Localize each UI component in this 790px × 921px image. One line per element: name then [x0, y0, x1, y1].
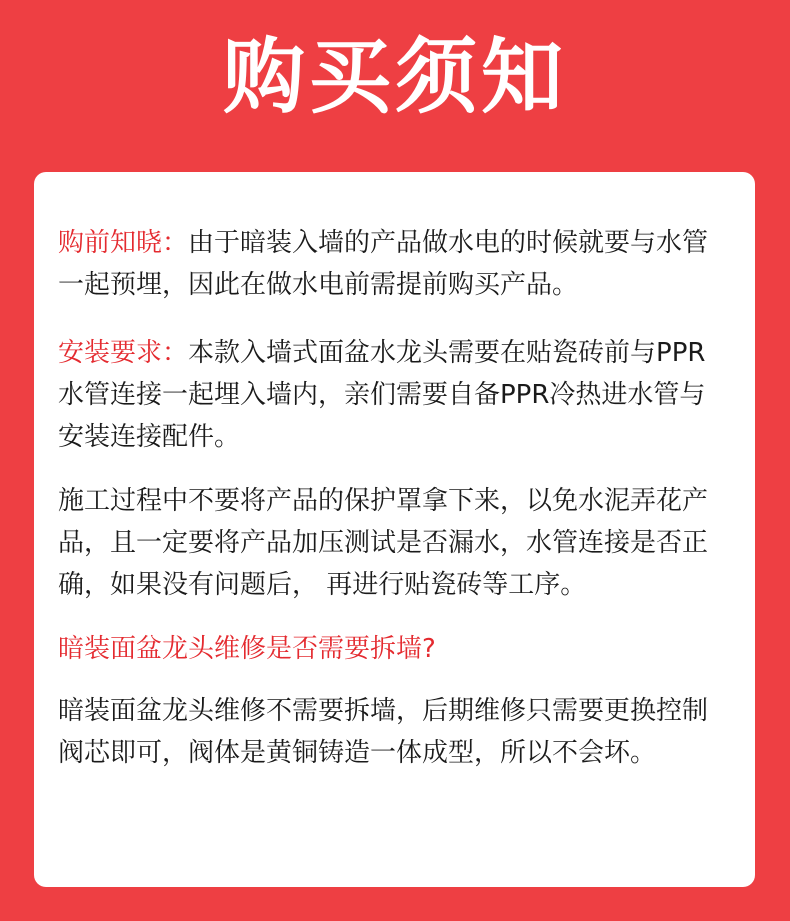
construction-paragraph: 施工过程中不要将产品的保护罩拿下来，以免水泥弄花产品，且一定要将产品加压测试是否漏水，水管连接是否正确，如果没有问题后， 再进行贴瓷砖等工序。: [58, 486, 709, 600]
faq-question: 暗装面盆龙头维修是否需要拆墙?: [58, 634, 436, 664]
pre-purchase-text: 由于暗装入墙的产品做水电的时候就要与水管一起预埋，因此在做水电前需提前购买产品。: [58, 228, 709, 300]
pre-purchase-paragraph: [58, 222, 731, 306]
install-label: 安装要求：: [58, 338, 189, 368]
install-paragraph: [58, 332, 731, 458]
faq-answer: 暗装面盆龙头维修不需要拆墙，后期维修只需要更换控制阀芯即可，阀体是黄铜铸造一体成型，所以不会坏。: [58, 696, 709, 768]
notice-card: [34, 172, 755, 887]
install-text: 本款入墙式面盆水龙头需要在贴瓷砖前与PPR水管连接一起埋入墙内，亲们需要自备PPR冷热进水管与安装连接配件。: [58, 338, 706, 452]
pre-purchase-label: 购前知晓：: [58, 228, 189, 258]
page-title: 购买须知: [222, 30, 567, 125]
